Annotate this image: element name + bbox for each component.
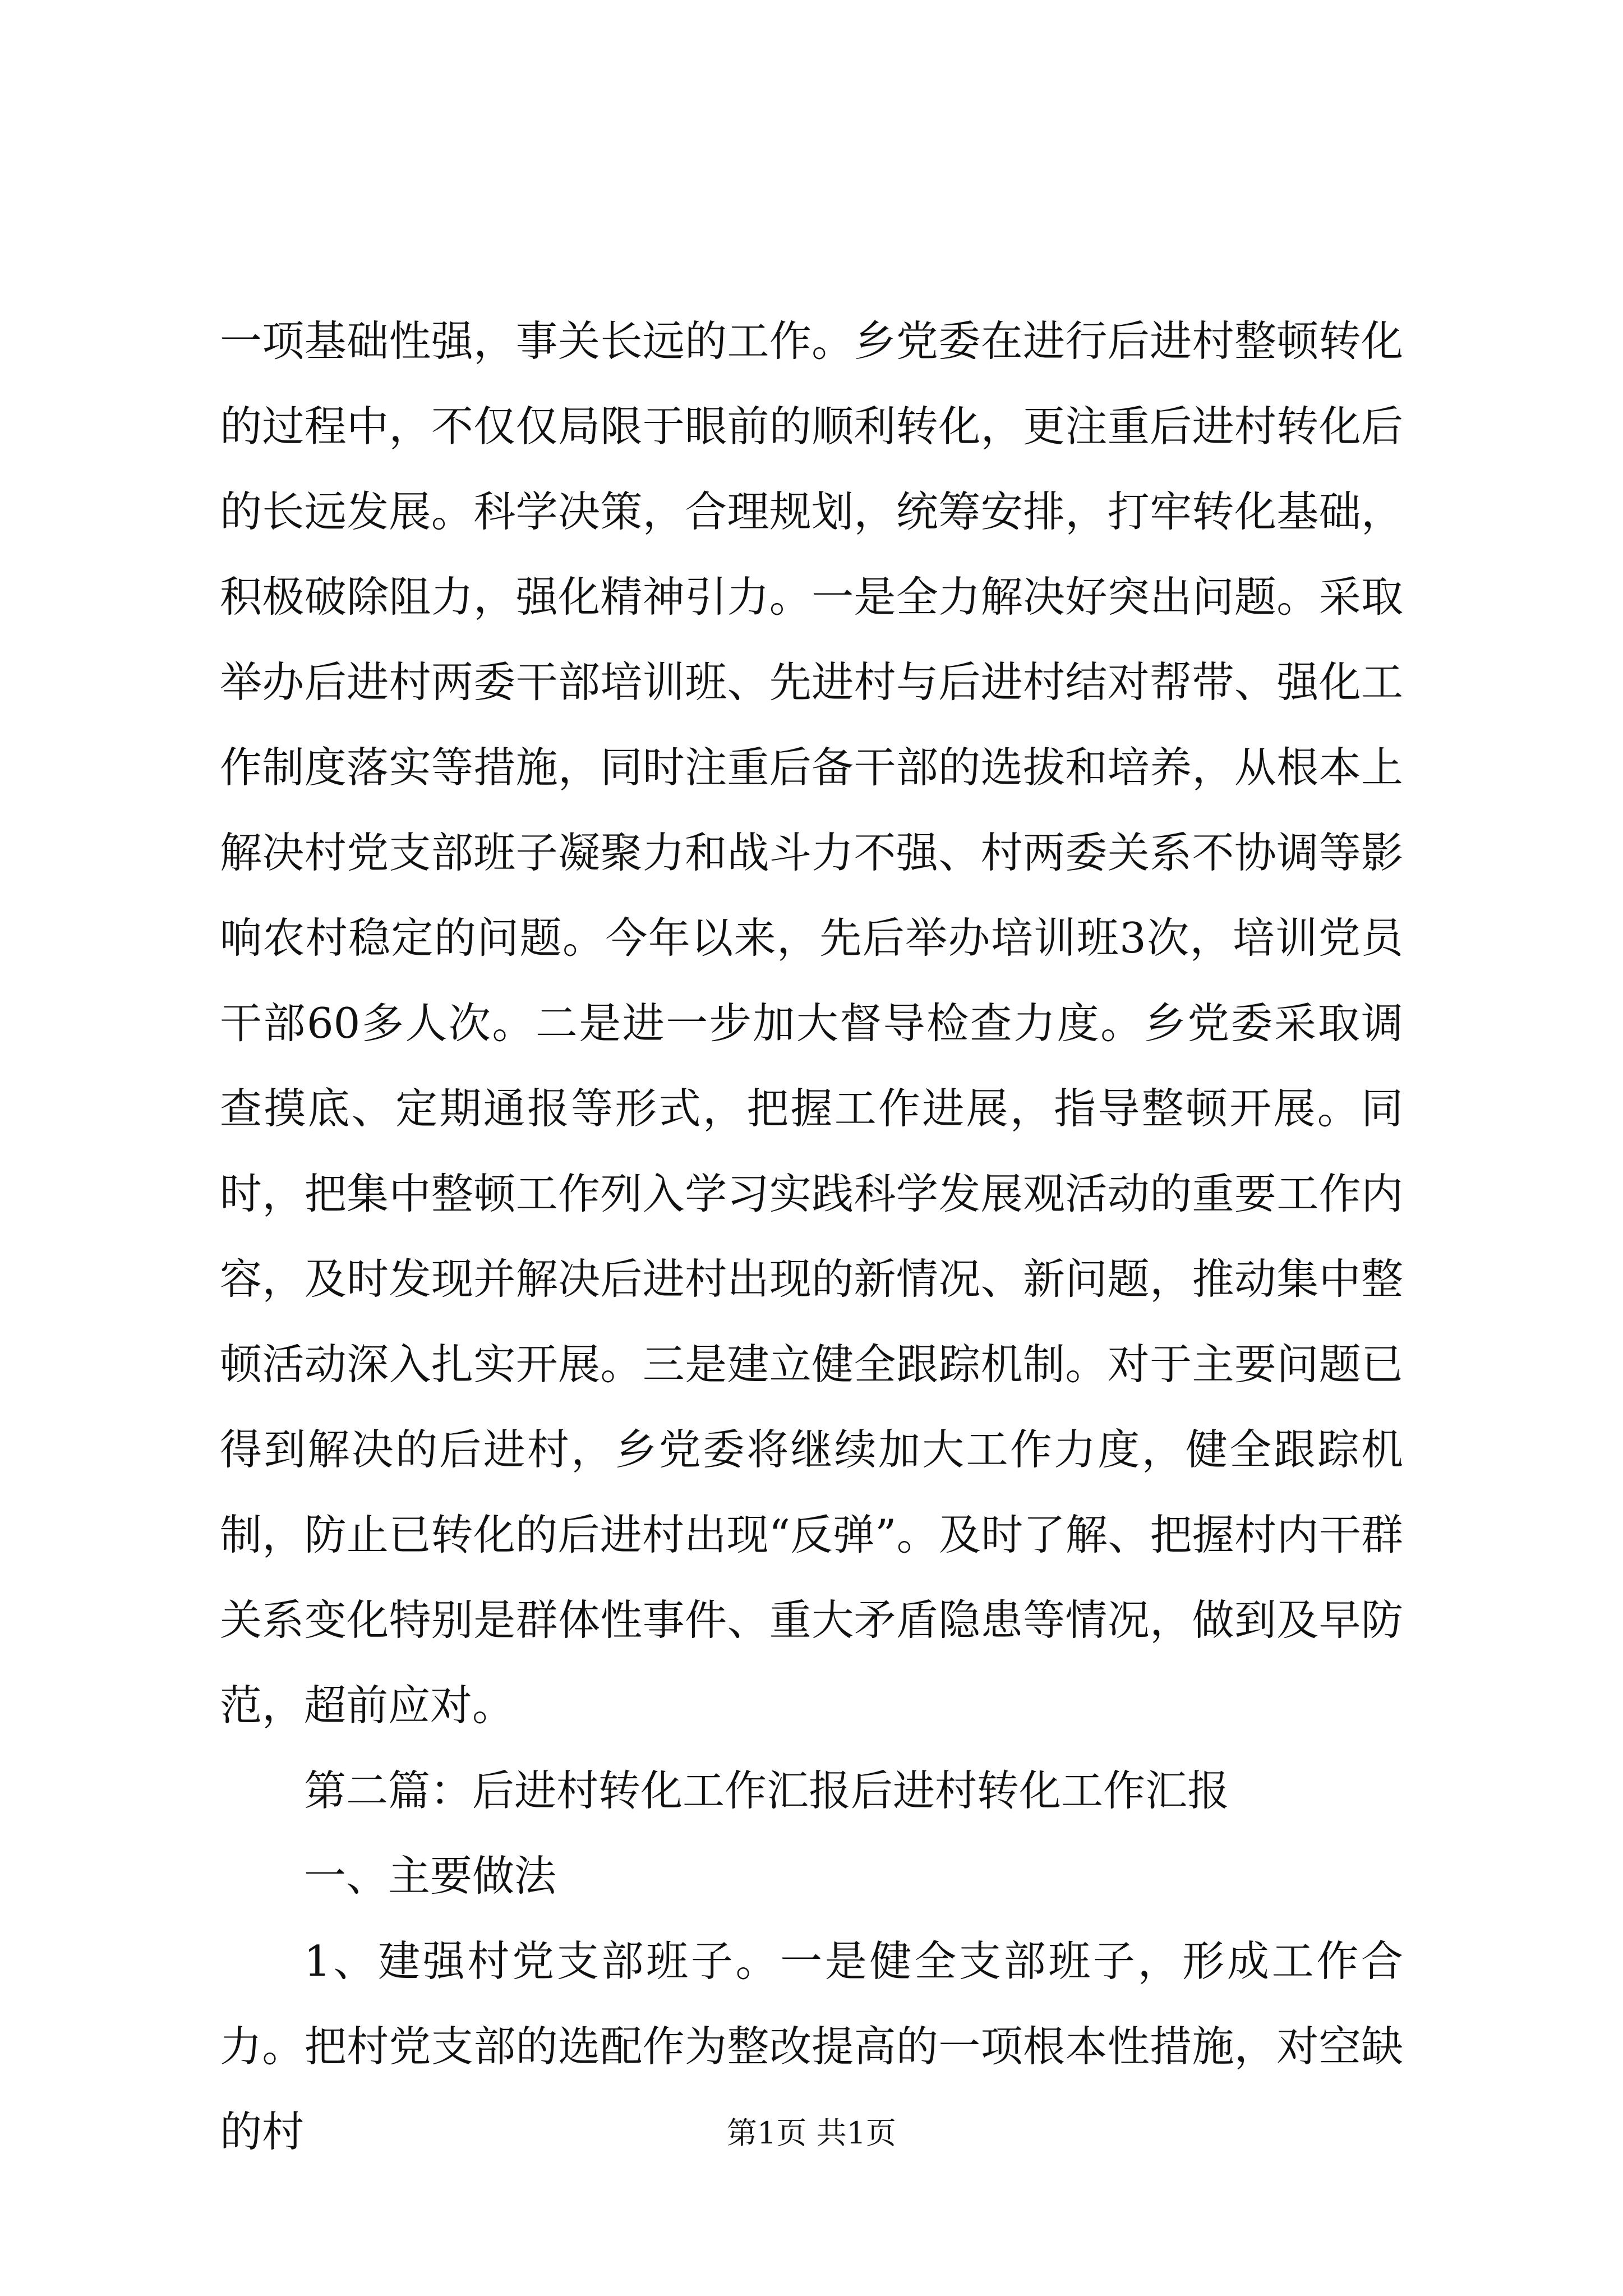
section-heading: 一、主要做法 bbox=[304, 1851, 557, 1901]
section-title: 第二篇：后进村转化工作汇报后进村转化工作汇报 bbox=[304, 1766, 1230, 1815]
paragraph-continuation: 一项基础性强，事关长远的工作。乡党委在进行后进村整顿转化的过程中，不仅仅局限于眼前的顺利转化，更注重后进村转化后的长远发展。科学决策，合理规划，统筹安排，打牢转化基础，积极破除阻力，强化精神引力。一是全力解决好突出问题。采取举办后进村两委干部培训班、先进村与后进村结对帮带、强化工作制度落实等措施，同时注重后备干部的选拔和培养，从根本上解决村党支部班子凝聚力和战斗力不强、村两委关系不协调等影响农村稳定的问题。今年以来，先后举办培训班3次，培训党员干部60多人次。二是进一步加大督导检查力度。乡党委采取调查摸底、定期通报等形式，把握工作进展，指导整顿开展。同时，把集中整顿工作列入学习实践科学发展观活动的重要工作内容，及时发现并解决后进村出现的新情况、新问题，推动集中整顿活动深入扎实开展。三是建立健全跟踪机制。对于主要问题已得到解决的后进村，乡党委将继续加大工作力度，健全跟踪机制，防止已转化的后进村出现“反弹”。及时了解、把握村内干群关系变化特别是群体性事件、重大矛盾隐患等情况，做到及早防范，超前应对。 bbox=[220, 316, 1403, 1730]
page-footer: 第1页 共1页 bbox=[727, 2115, 896, 2151]
document-body bbox=[220, 298, 1403, 2174]
paragraph-item-1: 1、建强村党支部班子。一是健全支部班子，形成工作合力。把村党支部的选配作为整改提高的一项根本性措施，对空缺的村 bbox=[220, 1936, 1403, 2156]
